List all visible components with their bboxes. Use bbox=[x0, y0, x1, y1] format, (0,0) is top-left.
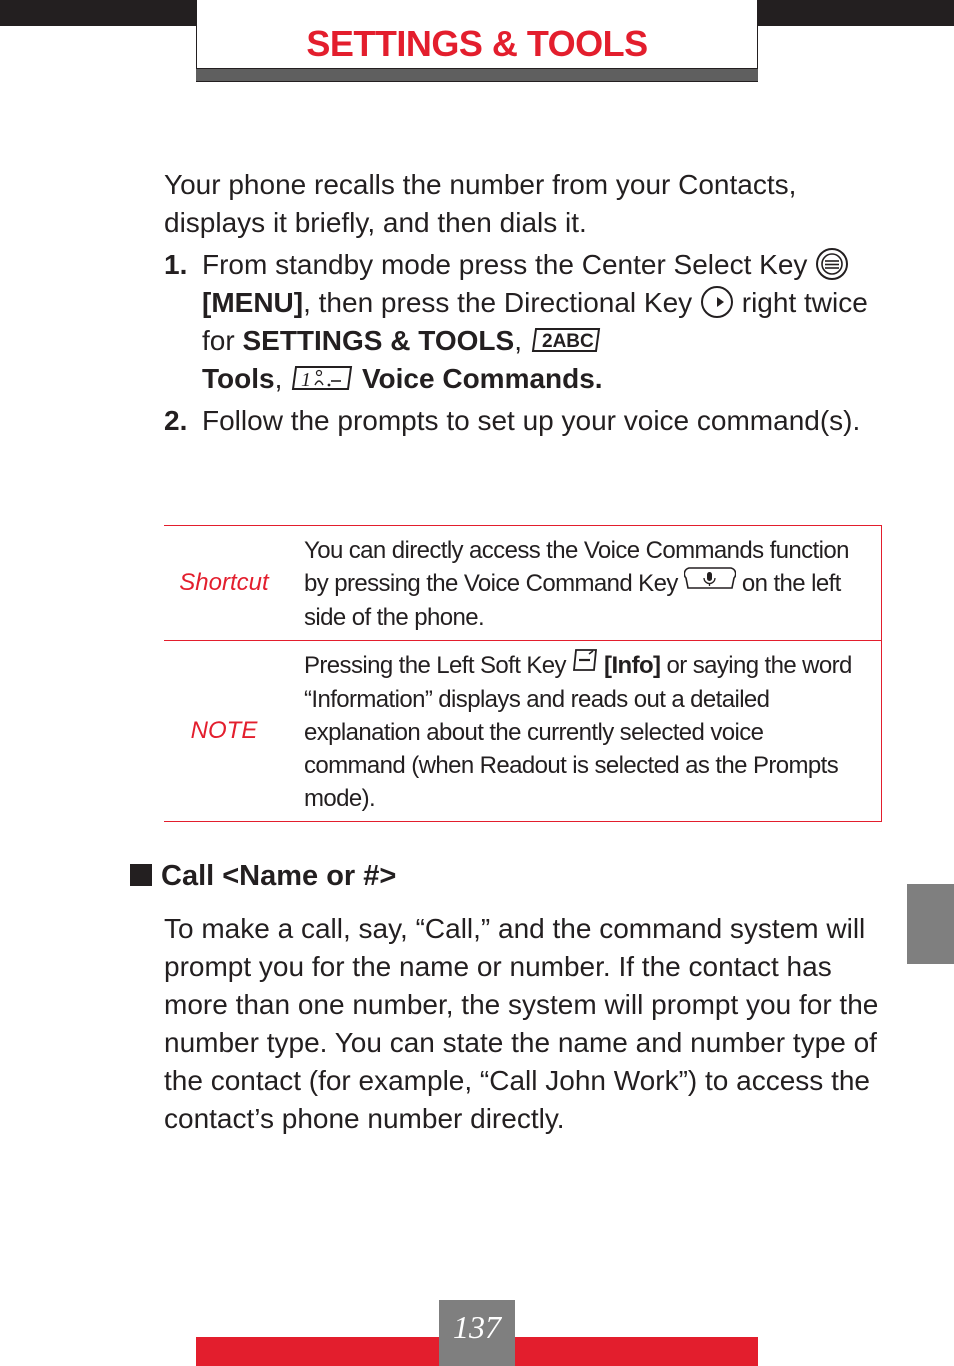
step-number: 1. bbox=[164, 249, 188, 280]
side-chapter-tab bbox=[907, 884, 954, 964]
step-text: , then press the Directional Key bbox=[303, 287, 693, 318]
step-1 bbox=[164, 246, 884, 398]
left-soft-key-icon bbox=[572, 648, 598, 681]
comma: , bbox=[514, 325, 522, 356]
section-body: To make a call, say, “Call,” and the command system will prompt you for the name or number. If the contact has more than one number, the system will prompt you for the number type. You can state the name and number type of the contact (for example, “Call John Work”) to access the contact’s phone number directly. bbox=[164, 913, 879, 1134]
info-table bbox=[164, 525, 882, 822]
info-label: [Info] bbox=[604, 652, 661, 680]
step-number: 2. bbox=[164, 405, 188, 436]
shortcut-text bbox=[284, 526, 882, 641]
section-heading bbox=[130, 856, 396, 896]
step-2 bbox=[164, 402, 884, 440]
header-tab-base bbox=[196, 68, 758, 82]
shortcut-text-part: You can directly access the Voice Commands function by pressing the Voice Command Key bbox=[304, 537, 849, 597]
page-title: SETTINGS & TOOLS bbox=[306, 23, 648, 64]
section-bullet-square bbox=[130, 864, 152, 886]
header-bar-right bbox=[757, 0, 954, 26]
note-text-part: Pressing the Left Soft Key bbox=[304, 652, 566, 680]
intro-paragraph: Your phone recalls the number from your Contacts, displays it briefly, and then dials it. bbox=[164, 169, 797, 238]
page-number: 137 bbox=[453, 1309, 501, 1345]
step-text: Follow the prompts to set up your voice command(s). bbox=[202, 405, 861, 436]
step-text: From standby mode press the Center Select Key bbox=[202, 249, 808, 280]
shortcut-label: Shortcut bbox=[179, 569, 269, 597]
voice-commands-label: Voice Commands. bbox=[361, 363, 603, 394]
settings-tools-label: SETTINGS & TOOLS bbox=[242, 325, 515, 356]
shortcut-text-part: on the left side of the phone. bbox=[304, 570, 841, 632]
note-row bbox=[164, 641, 882, 822]
voice-command-key-icon bbox=[684, 566, 736, 599]
menu-label: [MENU] bbox=[202, 287, 304, 318]
header-bar-left bbox=[0, 0, 197, 26]
center-select-key-icon bbox=[815, 247, 849, 281]
key-2abc-icon bbox=[530, 326, 602, 354]
section-heading-text: Call <Name or #> bbox=[161, 860, 397, 892]
key-1-voicemail-icon bbox=[290, 364, 354, 392]
note-text-part: or saying the word “Information” displays and reads out a detailed explanation about the currently selected voice command (when Readout is selected as the Prompts mode). bbox=[304, 652, 852, 813]
key-1-glyph: 1 bbox=[301, 368, 312, 391]
step-text: right twice for bbox=[202, 287, 868, 356]
shortcut-row bbox=[164, 526, 882, 641]
comma: , bbox=[274, 363, 283, 394]
steps-list bbox=[164, 246, 884, 444]
directional-key-right-icon bbox=[700, 285, 734, 319]
note-text bbox=[284, 641, 882, 822]
key-2-glyph: 2ABC bbox=[541, 330, 594, 352]
note-label: NOTE bbox=[190, 717, 258, 745]
tools-label: Tools bbox=[202, 363, 275, 394]
